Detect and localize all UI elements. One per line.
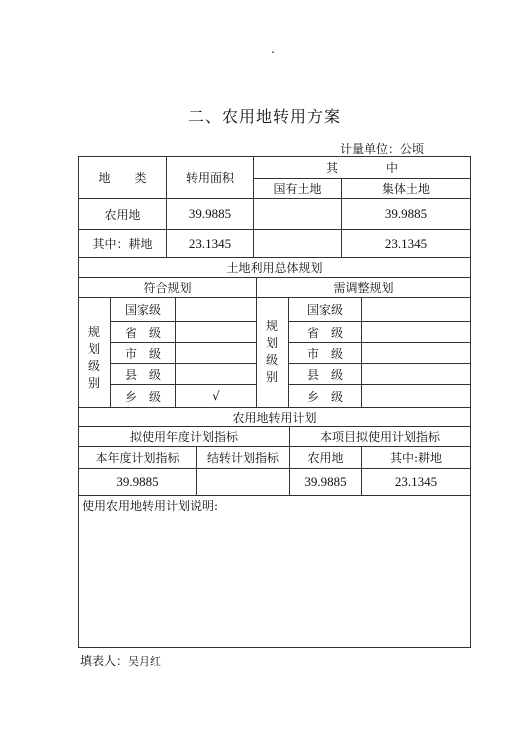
row-label-cultivated: 其中：耕地 [92, 237, 153, 251]
state-land-header: 国有土地 [273, 182, 322, 196]
level-county-left: 县 级 [124, 367, 161, 382]
row-area-farmland: 39.9885 [188, 206, 232, 221]
value-cultivated: 23.1345 [394, 474, 438, 489]
row-state-farmland [254, 199, 341, 229]
level-province-left: 省 级 [124, 325, 161, 340]
among-header: 其 中 [325, 161, 398, 175]
header-dot: . [271, 42, 275, 56]
annual-plan-title: 拟使用年度计划指标 [129, 430, 238, 444]
value-carryover [197, 469, 289, 495]
conform-mark-city [176, 343, 256, 363]
note-label: 使用农用地转用计划说明: [82, 499, 219, 513]
conform-plan-title: 符合规划 [143, 281, 192, 295]
value-farmland: 39.9885 [304, 474, 347, 489]
conform-mark-county [176, 364, 256, 384]
level-county-right: 县 级 [306, 367, 343, 382]
project-plan-title: 本项目拟使用计划指标 [319, 430, 440, 444]
adjust-plan-title: 需调整规划 [333, 281, 394, 295]
filler-name: 吴月红 [128, 655, 162, 668]
level-city-right: 市 级 [306, 346, 343, 361]
unit-label: 计量单位：公顷 [340, 142, 425, 156]
row-area-cultivated: 23.1345 [188, 235, 232, 251]
row-collective-farmland: 39.9885 [384, 206, 428, 221]
land-type-header: 地 类 [98, 171, 147, 185]
conversion-plan-title: 农用地转用计划 [232, 410, 317, 425]
plan-level-label-left: 规划级别 [87, 325, 100, 390]
level-national-left: 国家级 [124, 303, 161, 317]
conform-mark-province [176, 322, 256, 342]
value-annual: 39.9885 [116, 474, 159, 489]
level-national-right: 国家级 [306, 303, 343, 317]
sub-header-annual: 本年度计划指标 [95, 451, 180, 465]
plan-title: 土地利用总体规划 [226, 261, 323, 275]
sub-header-carryover: 结转计划指标 [206, 451, 279, 465]
row-label-farmland: 农用地 [104, 207, 141, 222]
filler-label: 填表人： [80, 654, 129, 668]
filler-line [80, 652, 161, 669]
sub-header-cultivated: 其中:耕地 [389, 451, 443, 465]
level-province-right: 省 级 [306, 325, 343, 340]
level-township-left: 乡 级 [124, 389, 161, 404]
level-township-right: 乡 级 [306, 389, 343, 404]
conform-mark-township: √ [212, 389, 220, 403]
collective-land-header: 集体土地 [381, 182, 430, 196]
conform-mark-national [176, 298, 256, 321]
plan-level-label-right: 规划级别 [265, 319, 278, 384]
row-state-cultivated [254, 230, 341, 257]
area-header: 转用面积 [185, 171, 234, 185]
sub-header-farmland: 农用地 [307, 451, 344, 465]
level-city-left: 市 级 [124, 346, 161, 361]
row-collective-cultivated: 23.1345 [384, 235, 428, 251]
page-title: 二、农用地转用方案 [187, 107, 341, 126]
